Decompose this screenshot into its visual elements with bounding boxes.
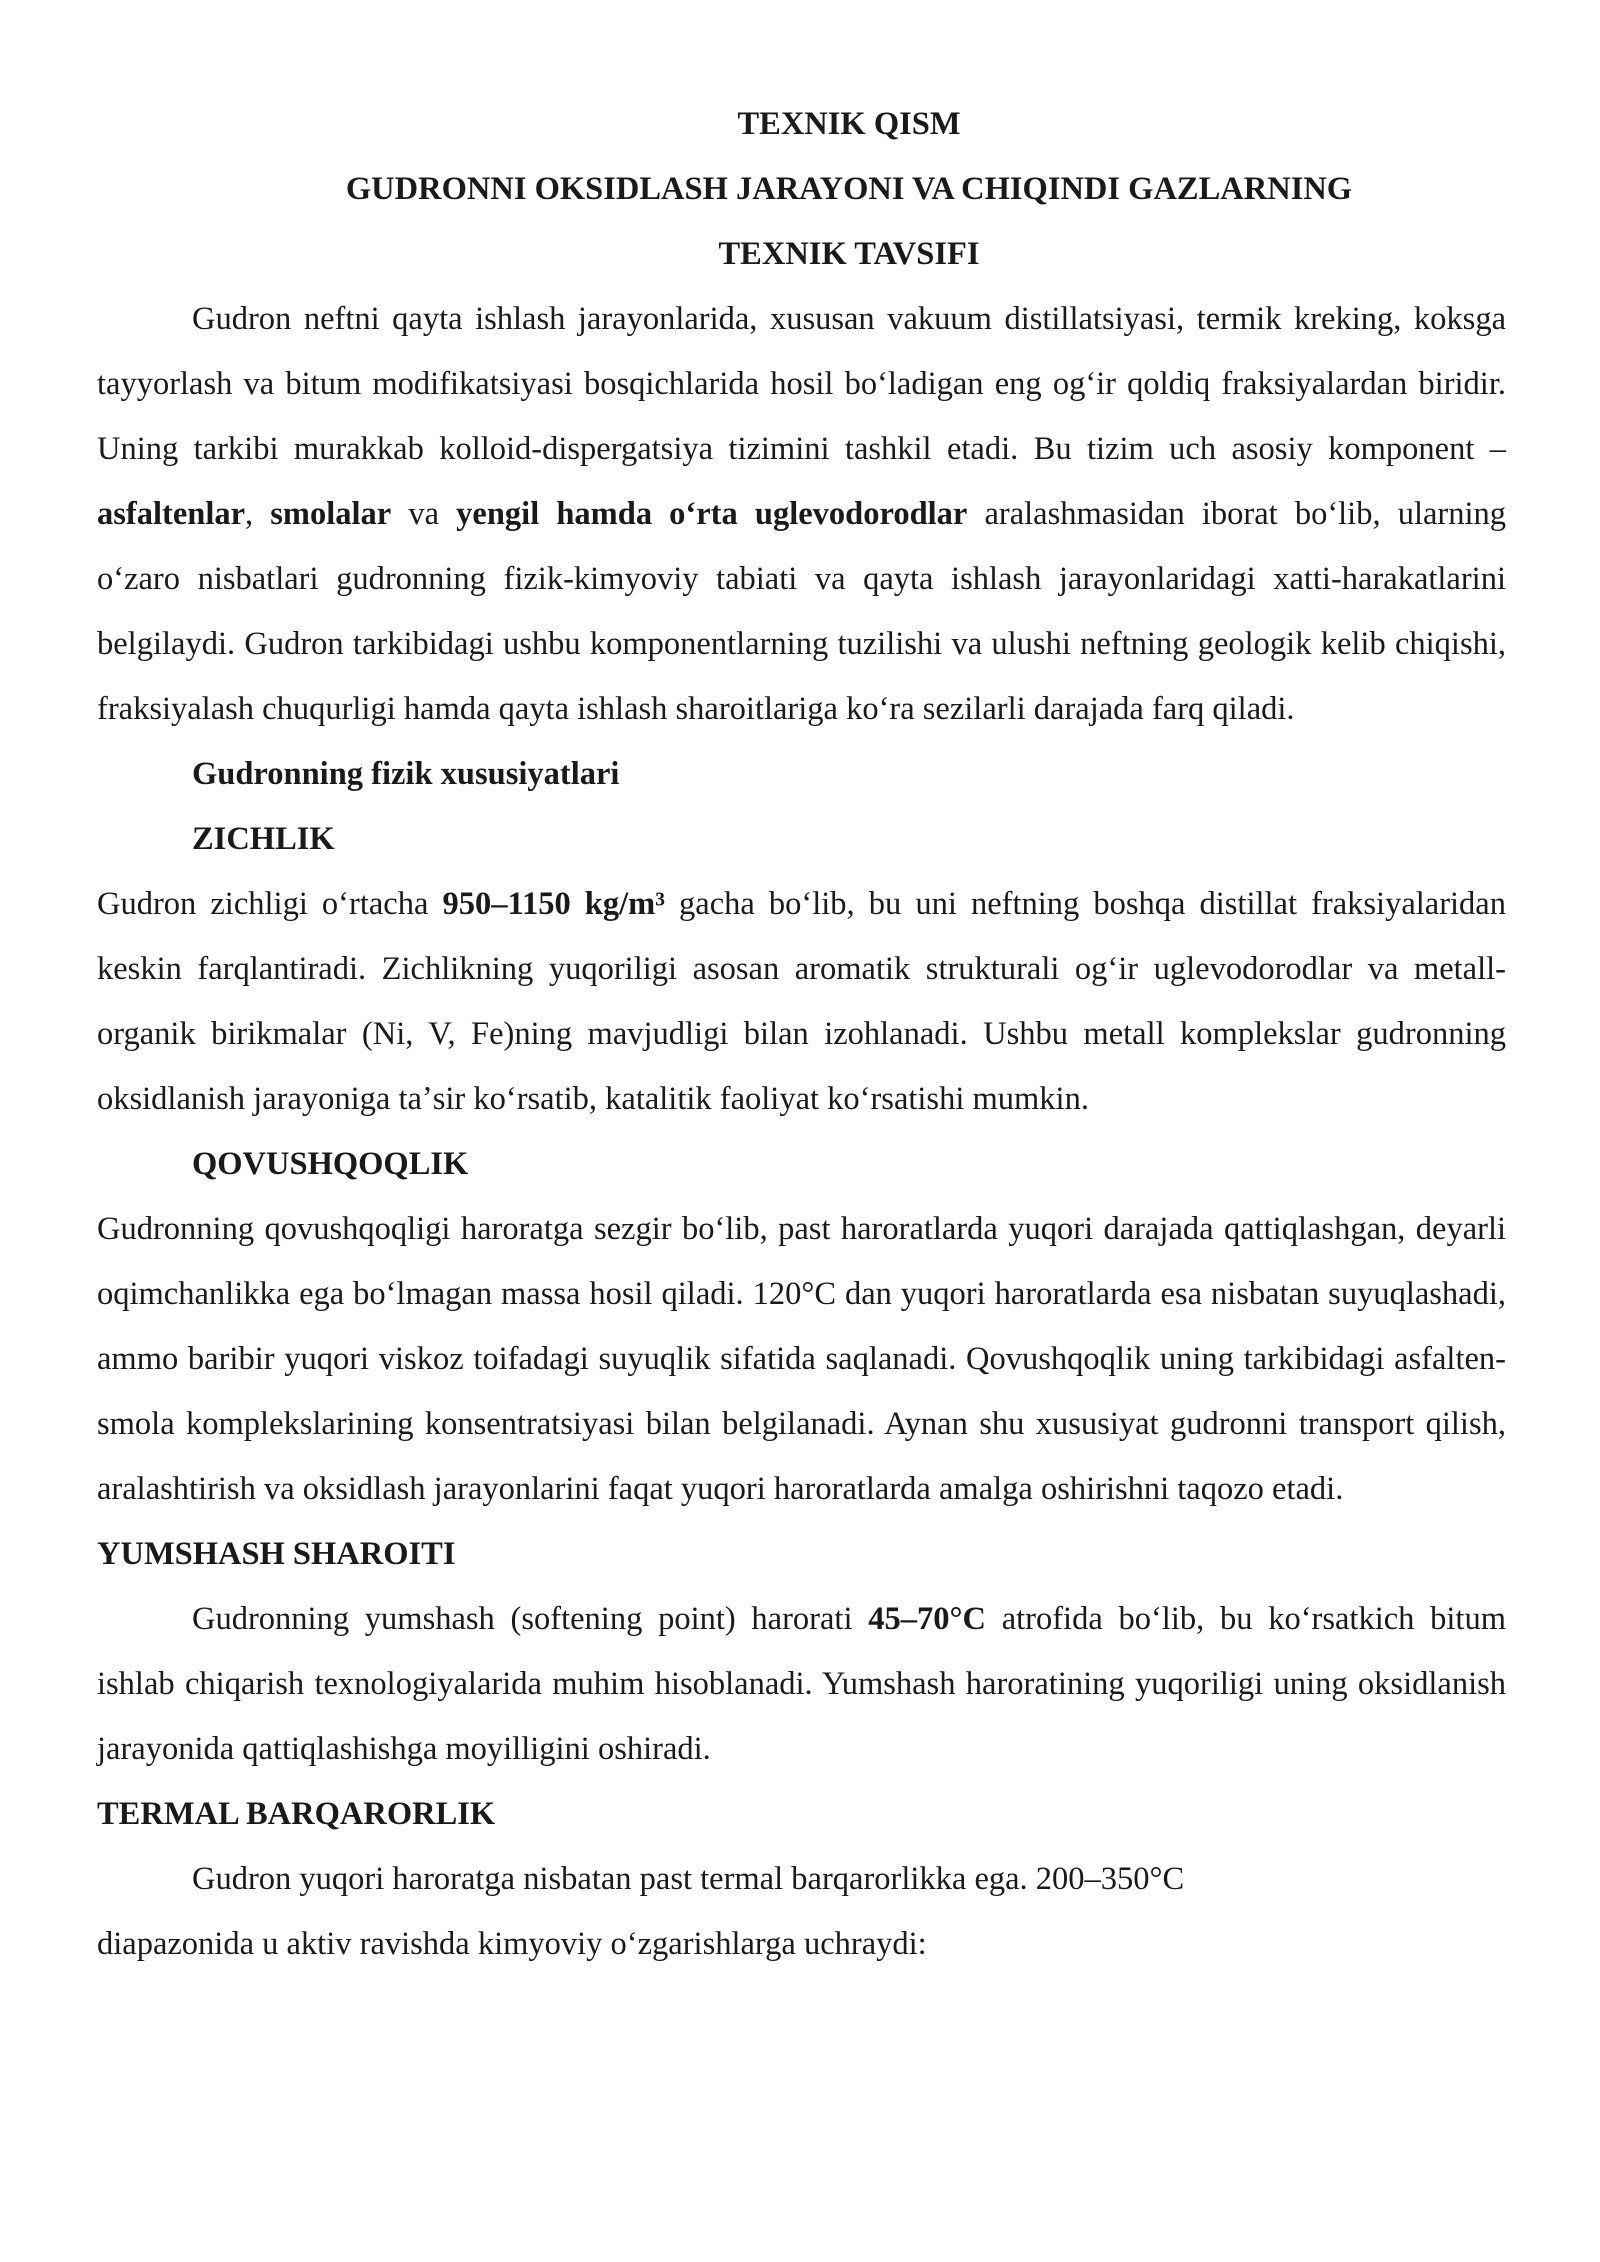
document-page [97,92,1506,1977]
intro-text-4: aralashmasidan iborat boʻlib, ularning oʻzaro nisbatlari gudronning fizik-kimyoviy tabiati va qayta ishlash jarayonlaridagi xatti-harakatlarini belgilaydi. Gudron tarkibidagi ushbu komponentlarning tuzilishi va ulushi neftning geologik kelib chiqishi, fraksiyalash chuqurligi hamda qayta ishlash sharoitlariga koʻra sezilarli darajada farq qiladi. [97,496,1507,727]
density-text-1: Gudron zichligi oʻrtacha [97,886,443,922]
density-text-2: gacha boʻlib, bu uni neftning boshqa distillat fraksiyalaridan keskin farqlantiradi. Zichlikning yuqoriligi asosan aromatik strukturali ogʻir uglevodorodlar va metall-organik birikmalar (Ni, V, Fe)ning mavjudligi bilan izohlanadi. Ushbu metall komplekslar gudronning oksidlanish jarayoniga taʼsir koʻrsatib, katalitik faoliyat koʻrsatishi mumkin. [97,886,1506,1117]
intro-paragraph [97,287,1506,742]
density-heading: ZICHLIK [192,821,335,857]
intro-text-1: Gudron neftni qayta ishlash jarayonlarida, xususan vakuum distillatsiyasi, termik kreking, koksga tayyorlash va bitum modifikatsiyasi bosqichlarida hosil boʻladigan eng ogʻir qoldiq fraksiyalardan biridir. Uning tarkibi murakkab kolloid-dispergatsiya tizimini tashkil etadi. Bu tizim uch asosiy komponent – [97,301,1506,467]
viscosity-heading: QOVUSHQOQLIK [192,1146,469,1182]
title-line-1: TEXNIK QISM [737,106,961,142]
density-paragraph [97,872,1506,1132]
softening-heading: YUMSHASH SHAROITI [97,1536,456,1572]
intro-bold-smolalar: smolalar [270,496,392,532]
physical-properties-heading: Gudronning fizik xususiyatlari [192,756,620,792]
thermal-line-1: Gudron yuqori haroratga nisbatan past termal barqarorlikka ega. 200–350°C [192,1861,1185,1897]
intro-bold-asfaltenlar: asfaltenlar [97,496,246,532]
density-bold-value: 950–1150 kg/m³ [442,886,665,922]
intro-text-3: va [391,496,457,532]
title-line-3: TEXNIK TAVSIFI [718,236,980,272]
thermal-line-2: diapazonida u aktiv ravishda kimyoviy oʻzgarishlarga uchraydi: [97,1926,927,1962]
document-title [97,92,1506,287]
softening-text-2: atrofida boʻlib, bu koʻrsatkich bitum ishlab chiqarish texnologiyalarida muhim hisoblanadi. Yumshash haroratining yuqoriligi uning oksidlanish jarayonida qattiqlashishga moyilligini oshiradi. [97,1601,1506,1767]
softening-text-1: Gudronning yumshash (softening point) harorati [192,1601,869,1637]
viscosity-paragraph: Gudronning qovushqoqligi haroratga sezgir boʻlib, past haroratlarda yuqori darajada qattiqlashgan, deyarli oqimchanlikka ega boʻlmagan massa hosil qiladi. 120°C dan yuqori haroratlarda esa nisbatan suyuqlashadi, ammo baribir yuqori viskoz toifadagi suyuqlik sifatida saqlanadi. Qovushqoqlik uning tarkibidagi asfalten-smola komplekslarining konsentratsiyasi bilan belgilanadi. Aynan shu xususiyat gudronni transport qilish, aralashtirish va oksidlash jarayonlarini faqat yuqori haroratlarda amalga oshirishni taqozo etadi. [97,1211,1506,1507]
softening-bold-value: 45–70°C [868,1601,986,1637]
thermal-heading: TERMAL BARQARORLIK [97,1796,496,1832]
title-line-2: GUDRONNI OKSIDLASH JARAYONI VA CHIQINDI GAZLARNING [345,171,1353,207]
intro-bold-uglevodorodlar: yengil hamda oʻrta uglevodorodlar [456,496,968,532]
softening-paragraph [97,1587,1506,1782]
intro-text-2: , [245,496,271,532]
